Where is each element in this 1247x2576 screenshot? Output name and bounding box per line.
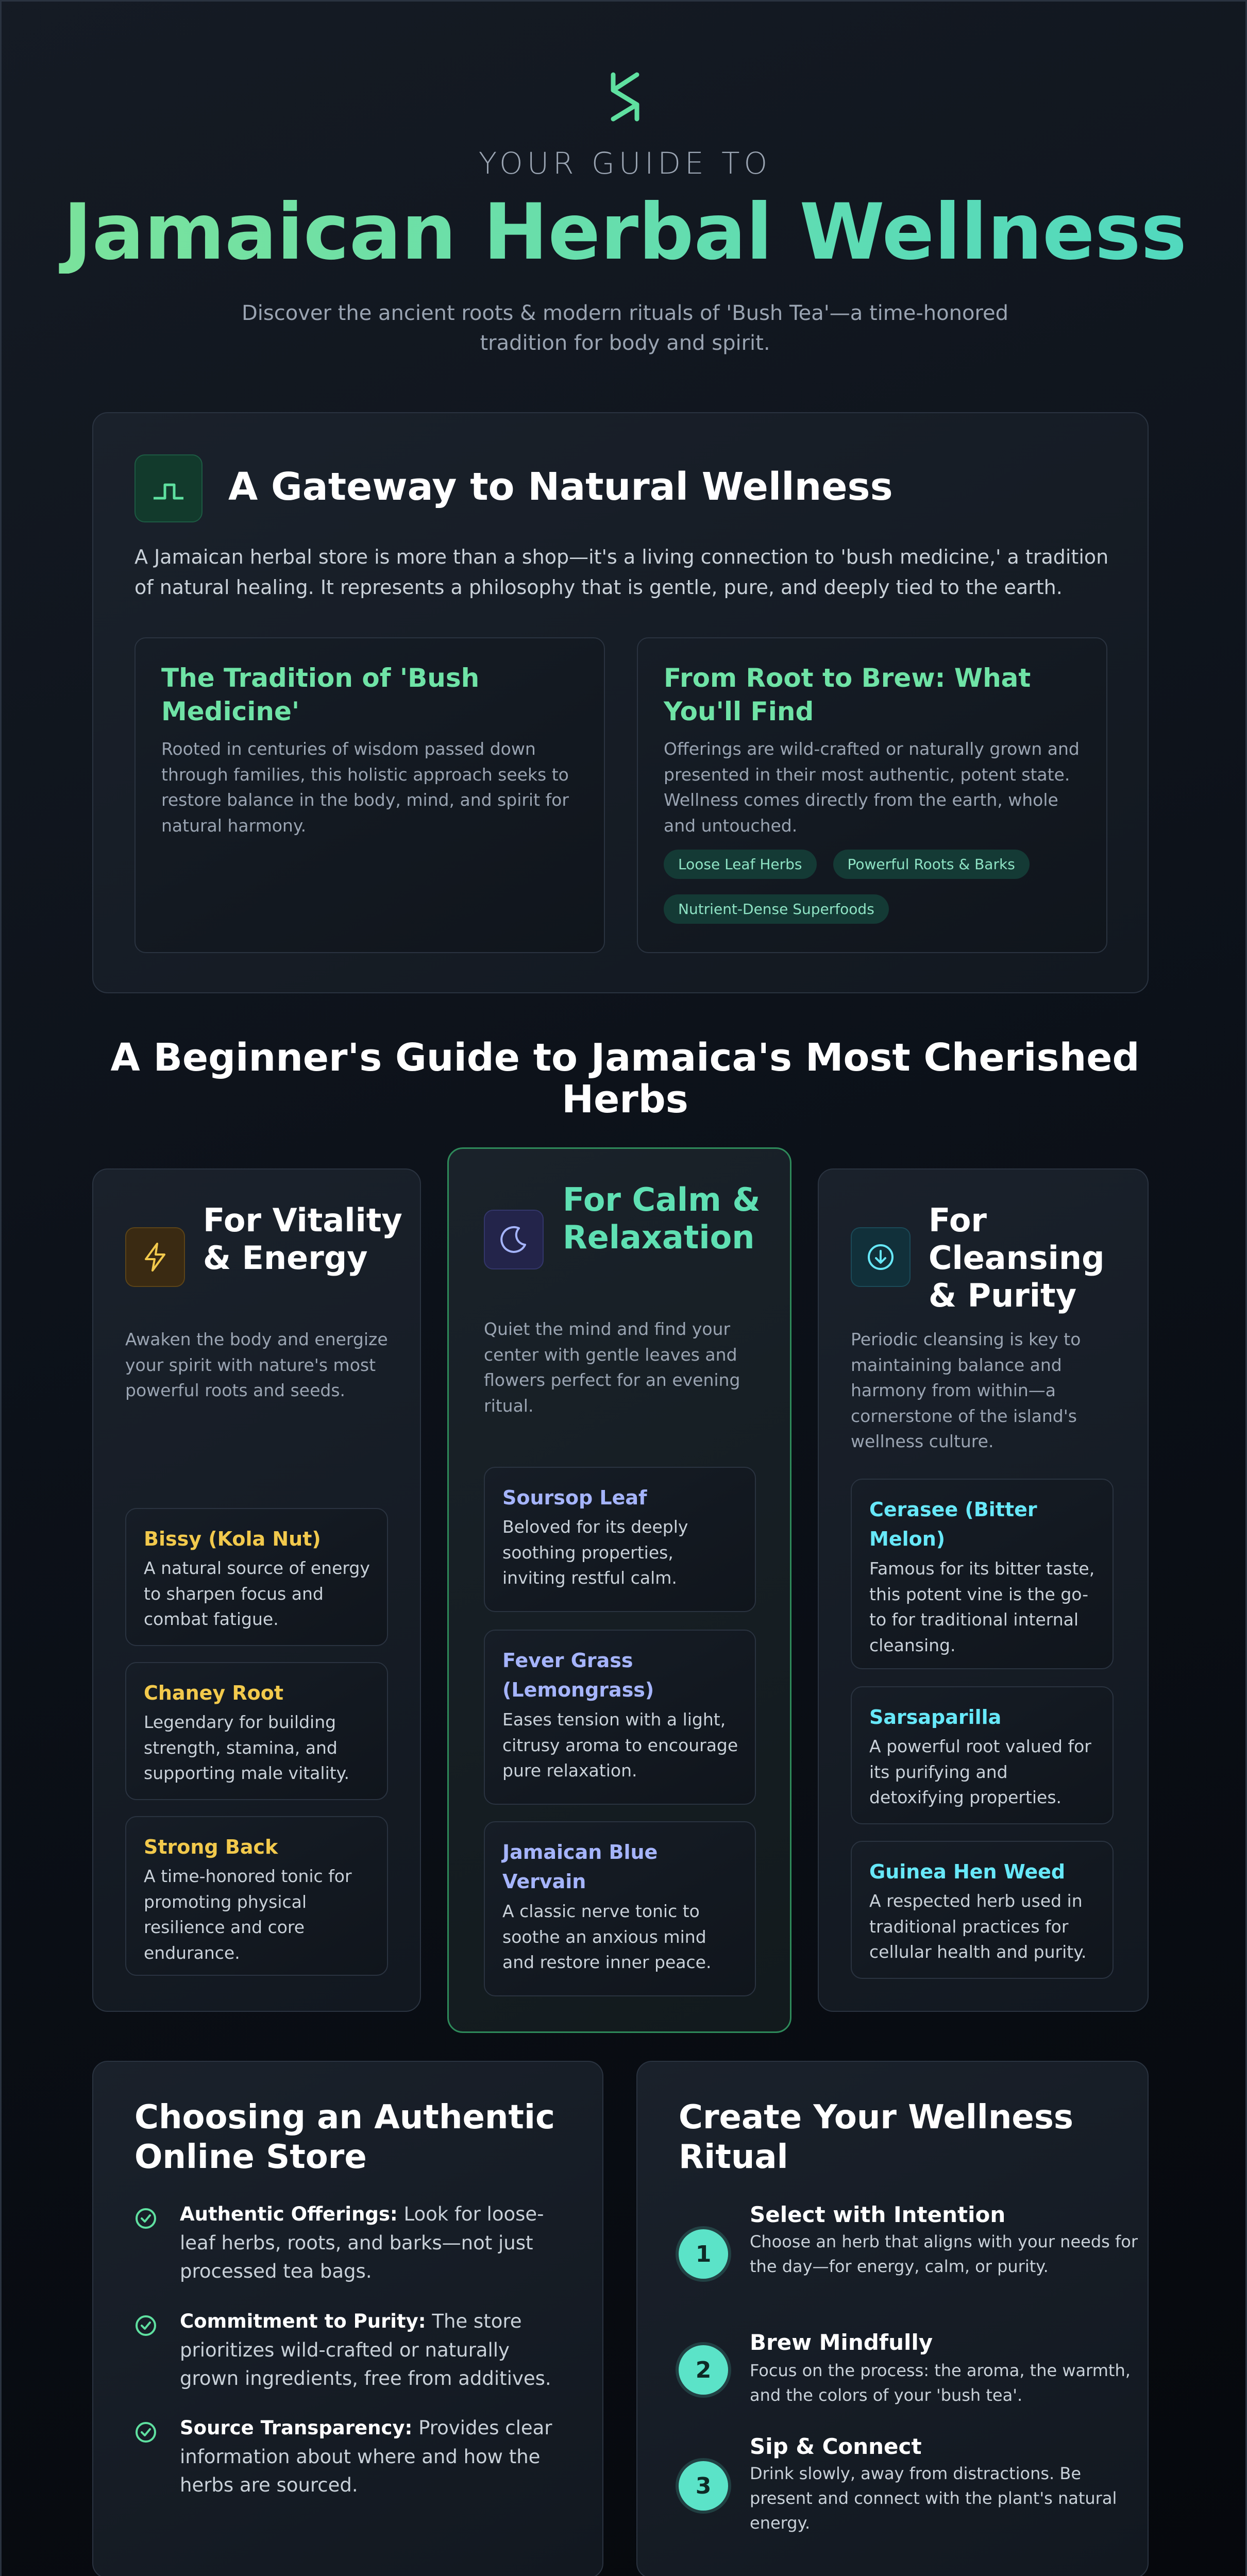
- herb-description: Legendary for building strength, stamina, and supporting male vitality.: [144, 1712, 349, 1783]
- tag-loose-leaf: Loose Leaf Herbs: [664, 850, 817, 879]
- arrow-down-circle-icon: [851, 1227, 911, 1287]
- step-description: Choose an herb that aligns with your needs for the day—for energy, calm, or purity.: [750, 2232, 1138, 2276]
- herb-card: [125, 1816, 388, 1976]
- herb-name: Cerasee (Bitter Melon): [869, 1498, 1037, 1550]
- vitality-description: Awaken the body and energize your spirit with nature's most powerful roots and seeds.: [125, 1329, 388, 1400]
- gateway-card: [92, 412, 1149, 993]
- vitality-title: For Vitality & Energy: [203, 1201, 402, 1277]
- herb-description: Famous for its bitter taste, this potent vine is the go-to for traditional internal cleansing.: [869, 1558, 1095, 1655]
- step-number: 1: [679, 2229, 728, 2279]
- herb-name: Strong Back: [144, 1836, 278, 1858]
- check-circle-icon: [134, 2207, 157, 2230]
- tradition-title: The Tradition of 'Bush Medicine': [161, 663, 480, 726]
- cleansing-title: For Cleansing & Purity: [929, 1201, 1105, 1315]
- tag-roots-barks: Powerful Roots & Barks: [833, 850, 1030, 879]
- check-circle-icon: [134, 2421, 157, 2444]
- leaf-chevron-icon: [597, 69, 653, 125]
- herb-card: [484, 1630, 756, 1805]
- herb-description: A time-honored tonic for promoting physical resilience and core endurance.: [144, 1866, 352, 1963]
- store-title: Choosing an Authentic Online Store: [134, 2098, 555, 2176]
- moon-icon: [484, 1210, 544, 1269]
- step-description: Drink slowly, away from distractions. Be present and connect with the plant's natural energy.: [750, 2464, 1117, 2533]
- herb-card: [125, 1662, 388, 1800]
- herb-name: Bissy (Kola Nut): [144, 1528, 321, 1550]
- cleansing-column: [818, 1168, 1149, 2012]
- offering-tags: [664, 850, 1076, 924]
- infographic-page: [2, 2, 1247, 2576]
- herb-name: Guinea Hen Weed: [869, 1860, 1066, 1883]
- herb-description: A natural source of energy to sharpen focus and combat fatigue.: [144, 1558, 370, 1629]
- cleansing-description: Periodic cleansing is key to maintaining balance and harmony from within—a cornerstone of the island's wellness culture.: [851, 1329, 1081, 1451]
- tradition-card: [134, 637, 605, 953]
- ritual-title: Create Your Wellness Ritual: [679, 2098, 1073, 2176]
- lightning-icon: [125, 1227, 185, 1287]
- store-criterion: [180, 2200, 561, 2286]
- criterion-label: Source Transparency:: [180, 2417, 413, 2439]
- criterion-text: Provides clear information about where and how the herbs are sourced.: [180, 2417, 552, 2496]
- gateway-title: A Gateway to Natural Wellness: [228, 465, 893, 509]
- step-description: Focus on the process: the aroma, the warmth, and the colors of your 'bush tea'.: [750, 2361, 1131, 2405]
- criterion-text: Look for loose-leaf herbs, roots, and barks—not just processed tea bags.: [180, 2203, 544, 2282]
- herb-name: Jamaican Blue Vervain: [502, 1841, 658, 1893]
- herb-card: [484, 1821, 756, 1996]
- herb-card: [484, 1467, 756, 1612]
- calm-title: For Calm & Relaxation: [563, 1181, 761, 1257]
- herb-card: [851, 1686, 1114, 1824]
- store-criterion: [180, 2414, 561, 2500]
- check-circle-icon: [134, 2314, 157, 2337]
- store-criterion: [180, 2307, 561, 2393]
- hero-header: [2, 69, 1247, 358]
- herb-name: Fever Grass (Lemongrass): [502, 1649, 654, 1701]
- step-title: Brew Mindfully: [750, 2330, 933, 2355]
- guide-title: A Beginner's Guide to Jamaica's Most Cherished Herbs: [110, 1036, 1140, 1122]
- herb-description: A classic nerve tonic to soothe an anxious mind and restore inner peace.: [502, 1901, 712, 1972]
- calm-description: Quiet the mind and find your center with gentle leaves and flowers perfect for an evening ritual.: [484, 1319, 740, 1416]
- root-to-brew-title: From Root to Brew: What You'll Find: [664, 663, 1031, 726]
- herb-name: Sarsaparilla: [869, 1706, 1002, 1728]
- step-title: Sip & Connect: [750, 2434, 922, 2459]
- vitality-column: [92, 1168, 421, 2012]
- herb-description: A respected herb used in traditional practices for cellular health and purity.: [869, 1891, 1087, 1962]
- herb-name: Chaney Root: [144, 1682, 284, 1704]
- herb-description: A powerful root valued for its purifying and detoxifying properties.: [869, 1736, 1091, 1807]
- herb-description: Eases tension with a light, citrusy aroma to encourage pure relaxation.: [502, 1709, 738, 1781]
- page-title: Jamaican Herbal Wellness: [2, 192, 1247, 274]
- store-card: [92, 2061, 603, 2576]
- criterion-label: Authentic Offerings:: [180, 2203, 398, 2225]
- step-number: 2: [679, 2345, 728, 2395]
- tag-superfoods: Nutrient-Dense Superfoods: [664, 894, 889, 924]
- herb-card: [125, 1508, 388, 1646]
- gateway-description: A Jamaican herbal store is more than a shop—it's a living connection to 'bush medicine,' a tradition of natural healing. It represents a philosophy that is gentle, pure, and deeply tied to the earth.: [134, 546, 1109, 599]
- herb-card: [851, 1841, 1114, 1979]
- pulse-step-icon: [134, 454, 203, 522]
- criterion-text: The store prioritizes wild-crafted or naturally grown ingredients, free from additives.: [180, 2310, 551, 2389]
- step-number: 3: [679, 2461, 728, 2511]
- herb-description: Beloved for its deeply soothing properties, inviting restful calm.: [502, 1517, 688, 1588]
- tradition-description: Rooted in centuries of wisdom passed down through families, this holistic approach seeks to restore balance in the body, mind, and spirit for natural harmony.: [161, 739, 569, 836]
- kicker-text: YOUR GUIDE TO: [478, 146, 772, 181]
- page-subtitle: Discover the ancient roots & modern rituals of 'Bush Tea'—a time-honored tradition for body and spirit.: [242, 301, 1008, 355]
- ritual-card: [636, 2061, 1149, 2576]
- root-to-brew-card: [637, 637, 1107, 953]
- step-title: Select with Intention: [750, 2202, 1006, 2227]
- criterion-label: Commitment to Purity:: [180, 2310, 426, 2332]
- calm-column: [447, 1147, 791, 2033]
- herb-name: Soursop Leaf: [502, 1486, 647, 1509]
- herb-card: [851, 1479, 1114, 1669]
- root-to-brew-description: Offerings are wild-crafted or naturally grown and presented in their most authentic, potent state. Wellness comes directly from the earth, whole and untouched.: [664, 739, 1080, 836]
